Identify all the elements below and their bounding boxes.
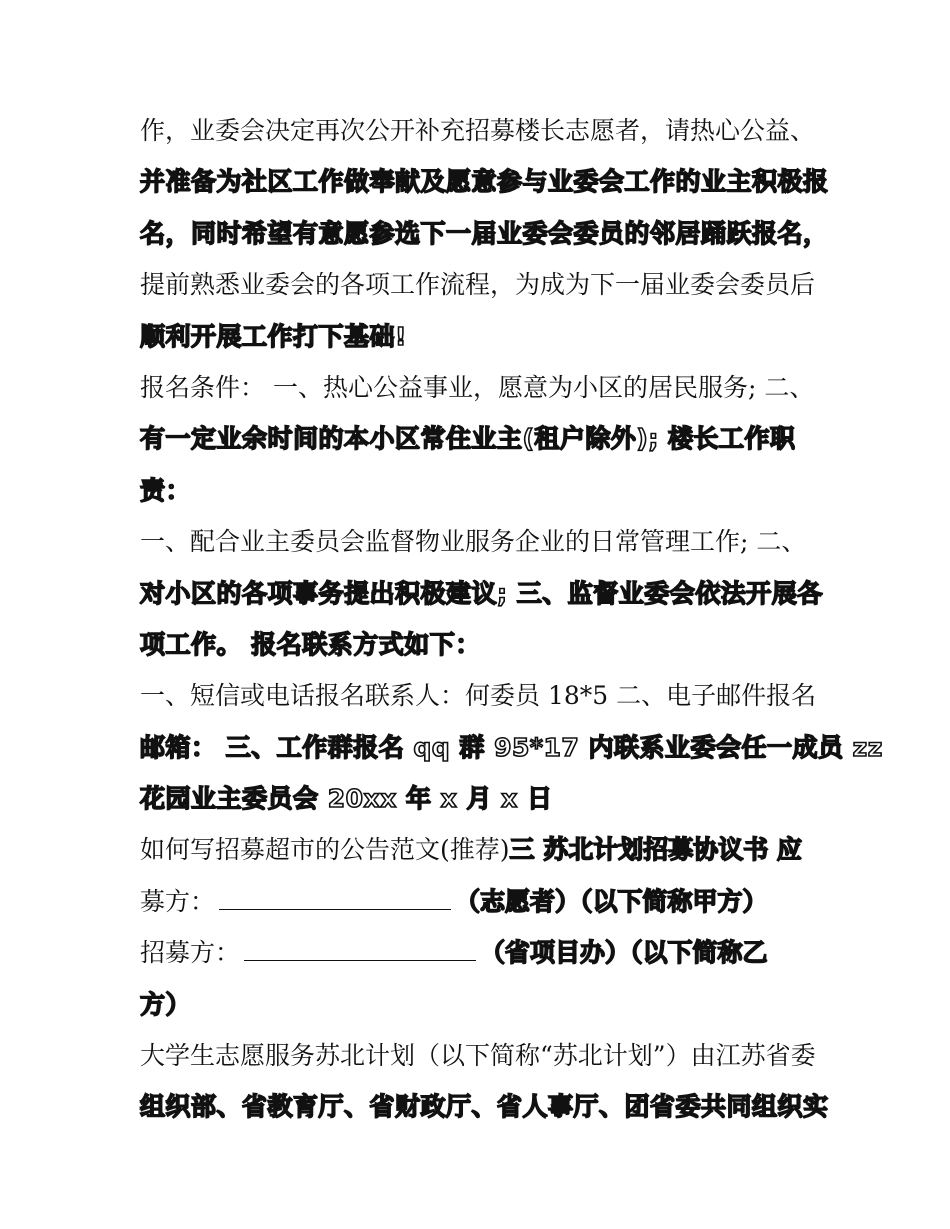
text-line-3: 名，同时希望有意愿参选下一届业委会委员的邻居踊跃报名， — [140, 218, 829, 248]
text-line-17 — [140, 927, 820, 978]
text-line-16 — [140, 876, 820, 927]
recruiter-name-blank — [244, 940, 476, 961]
text-line-5: 顺利开展工作打下基础! — [140, 321, 407, 351]
text-line-10: 对小区的各项事务提出积极建议; 三、监督业委会依法开展各 — [140, 578, 823, 608]
text-line-14: 花园业主委员会 20xx 年 x 月 x 日 — [140, 784, 553, 814]
text-line-15-outline: 三 苏北计划招募协议书 应 — [509, 835, 802, 865]
text-line-4: 提前熟悉业委会的各项工作流程，为成为下一届业委会委员后 — [140, 270, 816, 300]
text-line-6: 报名条件： 一、热心公益事业，愿意为小区的居民服务; 二、 — [140, 372, 815, 402]
text-line-9: 一、配合业主委员会监督物业服务企业的日常管理工作; 二、 — [140, 527, 807, 557]
recruiter-party-note: （省项目办）（以下简称乙 — [480, 938, 768, 968]
text-line-12: 一、短信或电话报名联系人：何委员 18*5 二、电子邮件报名 — [140, 681, 817, 711]
volunteer-party-label: 募方： — [140, 886, 216, 916]
text-line-8: 责： — [140, 475, 192, 505]
text-line-13: 邮箱： 三、工作群报名 qq 群 95*17 内联系业委会任一成员 zz — [140, 732, 883, 762]
text-line-7: 有一定业余时间的本小区常住业主(租户除外); 楼长工作职 — [140, 424, 796, 454]
text-line-2: 并准备为社区工作做奉献及愿意参与业委会工作的业主积极报 — [140, 167, 829, 197]
text-line-11: 项工作。 报名联系方式如下： — [140, 629, 481, 659]
text-line-1: 作，业委会决定再次公开补充招募楼长志愿者，请热心公益、 — [140, 116, 816, 145]
text-line-18: 方） — [140, 989, 192, 1019]
text-line-15-plain: 如何写招募超市的公告范文(推荐) — [140, 835, 510, 865]
text-line-19: 大学生志愿服务苏北计划（以下简称“苏北计划”）由江苏省委 — [140, 1041, 816, 1071]
recruiter-party-label: 招募方： — [140, 938, 241, 968]
volunteer-party-note: （志愿者）（以下简称甲方） — [455, 886, 768, 916]
text-line-20: 组织部、省教育厅、省财政厅、省人事厅、团省委共同组织实 — [140, 1092, 829, 1122]
volunteer-name-blank — [219, 889, 451, 910]
text-line-15 — [140, 824, 820, 875]
document-body — [140, 105, 883, 1133]
